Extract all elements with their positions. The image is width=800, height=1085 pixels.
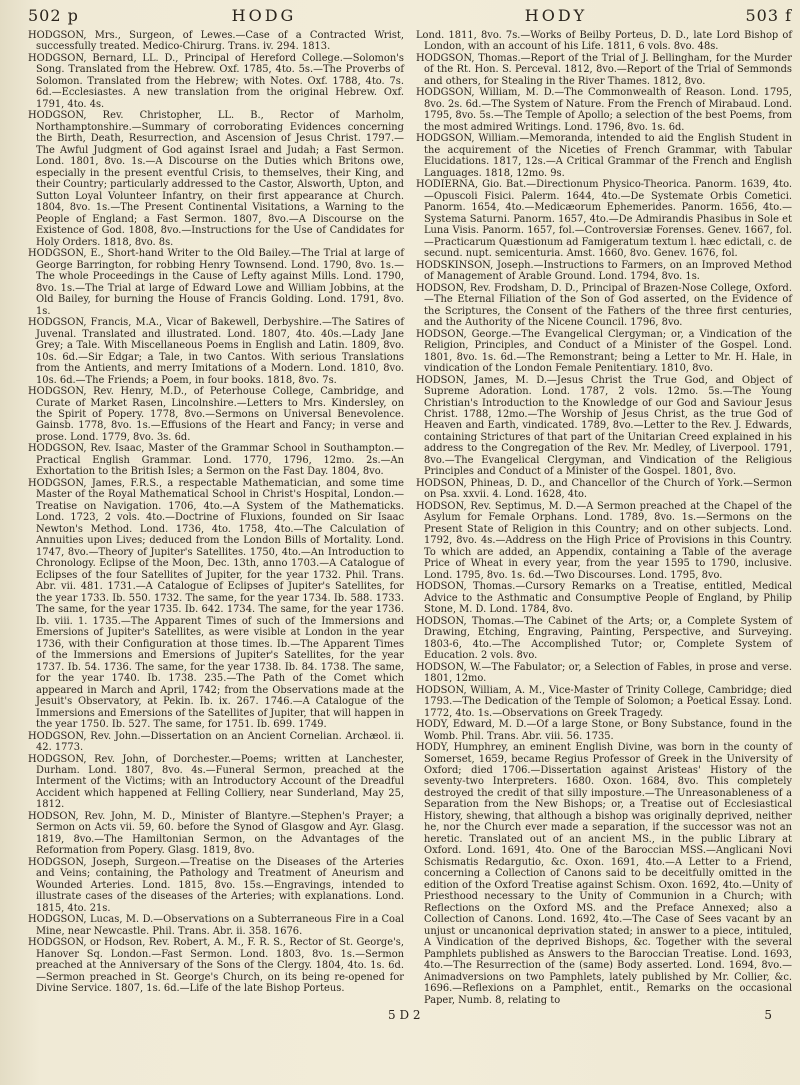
bibliography-entry: HODSON, Thomas.—The Cabinet of the Arts; or, a Complete System of Drawing, Etching, Engraving, Painting, Perspective, and Surveying. 1803-6, 4to.—The Accomplished Tutor; or, Complete System of Education. 2 vols. 8vo. (416, 615, 792, 662)
bibliography-entry: HODSON, William, A. M., Vice-Master of Trinity College, Cambridge; died 1793.—The Dedication of the Temple of Solomon; a Poetical Essay. Lond. 1772, 4to. 1s.—Observations on Greek Tragedy. (416, 684, 792, 719)
bibliography-entry: HODY, Humphrey, an eminent English Divine, was born in the county of Somerset, 1659, became Regius Professor of Greek in the University of Oxford; died 1706.—Dissertation against Aristeas' History of the seventy-two Interpreters. 1680. Oxon. 1684, 8vo. This completely destroyed the credit of that silly imposture.—The Unreasonableness of a Separation from the New Bishops; or, a Treatise out of Ecclesiastical History, shewing, that although a bishop was originally deprived, neither he, nor the Church ever made a separation, if the successor was not an heretic. Translated out of an ancient MS., in the public Library at Oxford. Lond. 1691, 4to. One of the Baroccian MSS.—Anglicani Novi Schismatis Redargutio, &c. Oxon. 1691, 4to.—A Letter to a Friend, concerning a Collection of Canons said to be deceitfully omitted in the edition of the Oxford Treatise against Schism. Oxon. 1692, 4to.—Unity of Priesthood necessary to the Unity of Communion in a Church; with Reflections on the Oxford MS. and the Preface Annexed; also a Collection of Canons. Lond. 1692, 4to.—The Case of Sees vacant by an unjust or uncanonical deprivation stated; in answer to a piece, intituled, A Vindication of the deprived Bishops, &c. Together with the several Pamphlets published as Answers to the Baroccian Treatise. Lond. 1693, 4to.—The Resurrection of the (same) Body asserted. Lond. 1694, 8vo.—Animadversions on two Pamphlets, lately published by Mr. Collier, &c. 1696.—Reflexions on a Pamphlet, entit., Remarks on the occasional Paper, Numb. 8, relating to (416, 742, 792, 1006)
bibliography-entry: HODGSON, Joseph, Surgeon.—Treatise on the Diseases of the Arteries and Veins; containing, the Pathology and Treatment of Aneurism and Wounded Arteries. Lond. 1815, 8vo. 15s.—Engravings, intended to illustrate cases of the diseases of the Arteries; with explanations. Lond. 1815, 4to. 21s. (28, 856, 404, 914)
right-running-word: HODY (524, 6, 588, 25)
bibliography-entry: HODGSON, William, M. D.—The Commonwealth of Reason. Lond. 1795, 8vo. 2s. 6d.—The System of Nature. From the French of Mirabaud. Lond. 1795, 8vo. 5s.—The Temple of Apollo; a selection of the best Poems, from the most admired Writings. Lond. 1796, 8vo. 1s. 6d. (416, 87, 792, 133)
bibliography-entry: HODSON, Thomas.—Cursory Remarks on a Treatise, entitled, Medical Advice to the Asthmatic and Consumptive People of England, by Philip Stone, M. D. Lond. 1784, 8vo. (416, 581, 792, 616)
bibliography-entry: HODGSON, Rev. Christopher, LL. B., Rector of Marholm, Northamptonshire.—Summary of corroborating Evidences concerning the Birth, Death, Resurrection, and Ascension of Jesus Christ. 1797.—The Awful Judgment of God against Israel and Judah; a Fast Sermon. Lond. 1801, 8vo. 1s.—A Discourse on the Duties which Britons owe, especially in the present eventful Crisis, to themselves, their King, and their Country; particularly addressed to the Castor, Alsworth, Upton, and Sutton Loyal Volunteer Infantry, on their first appearance at Church. 1804, 8vo. 1s.—The Present Continental Visitations, a Warning to the People of England; a Fast Sermon. 1807, 8vo.—A Discourse on the Existence of God. 1808, 8vo.—Instructions for the Use of Candidates for Holy Orders. 1818, 8vo. 8s. (28, 110, 404, 248)
bibliography-entry: HODGSON, Rev. Isaac, Master of the Grammar School in Southampton.—Practical English Grammar. Lond. 1770, 1796, 12mo. 2s.—An Exhortation to the British Isles; a Sermon on the Fast Day. 1804, 8vo. (28, 443, 404, 478)
page-footer (28, 1006, 792, 1022)
bibliography-entry: HODY, Edward, M. D.—Of a large Stone, or Bony Substance, found in the Womb. Phil. Trans. Abr. viii. 56. 1735. (416, 719, 792, 742)
bibliography-entry: HODGSON, E., Short-hand Writer to the Old Bailey.—The Trial at large of George Barrington, for robbing Henry Townsend. Lond. 1790, 8vo. 1s.—The whole Proceedings in the Cause of Lefty against Mills. Lond. 1790, 8vo. 1s.—The Trial at large of Edward Lowe and William Jobbins, at the Old Bailey, for burning the House of Francis Golding. Lond. 1791, 8vo. 1s. (28, 248, 404, 317)
bibliography-entry: HODGSON, Rev. John, of Dorchester.—Poems; written at Lanchester, Durham. Lond. 1807, 8vo. 4s.—Funeral Sermon, preached at the Interment of the Victims; with an Introductory Account of the Dreadful Accident which happened at Felling Colliery, near Sunderland, May 25, 1812. (28, 753, 404, 811)
bibliography-entry: HODSON, James, M. D.—Jesus Christ the True God, and Object of Supreme Adoration. Lond. 1787, 2 vols. 12mo. 5s.—The Young Christian's Introduction to the Knowledge of our God and Saviour Jesus Christ. 1788, 12mo.—The Worship of Jesus Christ, as the true God of Heaven and Earth, vindicated. 1789, 8vo.—Letter to the Rev. J. Edwards, containing Strictures of that part of the Unitarian Creed explained in his address to the Congregation of the Rev. Mr. Medley, of Liverpool. 1791, 8vo.—The Evangelical Clergyman, and Vindication of the Religious Principles and Conduct of a Minister of the Gospel. 1801, 8vo. (416, 374, 792, 478)
bibliography-entry: HODSON, W.—The Fabulator; or, a Selection of Fables, in prose and verse. 1801, 12mo. (416, 661, 792, 685)
bibliography-entry: HODGSON, James, F.R.S., a respectable Mathematician, and some time Master of the Royal Mathematical School in Christ's Hospital, London.—Treatise on Navigation. 1706, 4to.—A System of the Mathematicks. Lond. 1723, 2 vols. 4to.—Doctrine of Fluxions, founded on Sir Isaac Newton's Method. Lond. 1736, 4to. 1758, 4to.—The Calculation of Annuities upon Lives; deduced from the London Bills of Mortality. Lond. 1747, 8vo.—Theory of Jupiter's Satellites. 1750, 4to.—An Introduction to Chronology. Eclipse of the Moon, Dec. 13th, anno 1703.—A Catalogue of Eclipses of the four Satellites of Jupiter, for the year 1732. Phil. Trans. Abr. vii. 481. 1731.—A Catalogue of Eclipses of Jupiter's Satellites, for the year 1733. Ib. 550. 1732. The same, for the year 1734. Ib. 588. 1733. The same, for the year 1735. Ib. 642. 1734. The same, for the year 1736. Ib. viii. 1. 1735.—The Apparent Times of such of the Immersions and Emersions of Jupiter's Satellites, as were visible at London in the year 1736, with their Configuration at those times. Ib.—The Apparent Times of the Immersions and Emersions of Jupiter's Satellites, for the year 1737. Ib. 54. 1736. The same, for the year 1738. Ib. 84. 1738. The same, for the year 1740. Ib. 1738. 235.—The Path of the Comet which appeared in March and April, 1742; from the Observations made at the Jesuit's Observatory, at Pekin. Ib. ix. 267. 1746.—A Catalogue of the Immersions and Emersions of the Satellites of Jupiter, that will happen in the year 1750. Ib. 527. The same, for 1751. Ib. 699. 1749. (28, 477, 404, 731)
bibliography-entry: HODGSON, Francis, M.A., Vicar of Bakewell, Derbyshire.—The Satires of Juvenal. Translated and illustrated. Lond. 1807, 4to. 40s.—Lady Jane Grey; a Tale. With Miscellaneous Poems in English and Latin. 1809, 8vo. 10s. 6d.—Sir Edgar; a Tale, in two Cantos. With serious Translations from the Antients, and merry Imitations of a Modern. Lond. 1810, 8vo. 10s. 6d.—The Friends; a Poem, in four books. 1818, 8vo. 7s. (28, 317, 404, 386)
bibliography-entry: HODSON, George.—The Evangelical Clergyman; or, a Vindication of the Religion, Principles, and Conduct of a Minister of the Gospel. Lond. 1801, 8vo. 1s. 6d.—The Remonstrant; being a Letter to Mr. H. Hale, in vindication of the London Female Penitentiary. 1810, 8vo. (416, 328, 792, 375)
left-running-word: HODG (231, 6, 297, 25)
bibliography-entry: HODGSON, or Hodson, Rev. Robert, A. M., F. R. S., Rector of St. George's, Hanover Sq. London.—Fast Sermon. Lond. 1803, 8vo. 1s.—Sermon preached at the Anniversary of the Sons of the Clergy. 1804, 4to. 1s. 6d.—Sermon preached in St. George's Church, on its being re-opened for Divine Service. 1807, 1s. 6d.—Life of the late Bishop Porteus. (28, 937, 404, 995)
bibliography-entry: HODSKINSON, Joseph.—Instructions to Farmers, on an Improved Method of Management of Arable Ground. Lond. 1794, 8vo. 1s. (416, 259, 792, 283)
running-header (28, 6, 792, 30)
bibliography-entry: HODSON, Rev. Septimus, M. D.—A Sermon preached at the Chapel of the Asylum for Female Orphans. Lond. 1789, 8vo. 1s.—Sermons on the Present State of Religion in this Country; and on other subjects. Lond. 1792, 8vo. 4s.—Address on the High Price of Provisions in this Country. To which are added, an Appendix, containing a Table of the average Price of Wheat in every year, from the year 1595 to 1790, inclusive. Lond. 1795, 8vo. 1s. 6d.—Two Discourses. Lond. 1795, 8vo. (416, 500, 792, 581)
bibliography-entry: HODGSON, Bernard, LL. D., Principal of Hereford College.—Solomon's Song. Translated from the Hebrew. Oxf. 1785, 4to. 5s.—The Proverbs of Solomon. Translated from the Hebrew; with Notes. Oxf. 1788, 4to. 7s. 6d.—Ecclesiastes. A new translation from the original Hebrew. Oxf. 1791, 4to. 4s. (28, 52, 404, 110)
right-page-number: 503 f (745, 6, 792, 25)
left-column (28, 30, 404, 1006)
two-column-text (28, 30, 792, 1006)
bibliography-entry: HODIERNA, Gio. Bat.—Directionum Physico-Theorica. Panorm. 1639, 4to.—Opuscoli Fisici. Palerm. 1644, 4to.—De Systemate Orbis Cometici. Panorm. 1654, 4to.—Medicæorum Ephemerides. Panorm. 1656, 4to.—Systema Saturni. Panorm. 1657, 4to.—De Admirandis Phasibus in Sole et Luna Visis. Panorm. 1657, fol.—Controversiæ Forenses. Genev. 1667, fol.—Practicarum Quæstionum ad Famigeratum textum l. hæc edictali, c. de secund. nupt. semicenturia. Amst. 1660, 8vo. Genev. 1676, fol. (416, 179, 792, 260)
bibliography-entry: HODGSON, Lucas, M. D.—Observations on a Subterraneous Fire in a Coal Mine, near Newcastle. Phil. Trans. Abr. ii. 358. 1676. (28, 914, 404, 937)
bibliography-entry: HODSON, Rev. Frodsham, D. D., Principal of Brazen-Nose College, Oxford.—The Eternal Filiation of the Son of God asserted, on the Evidence of the Scriptures, the Consent of the Fathers of the three first centuries, and the Authority of the Nicene Council. 1796, 8vo. (416, 282, 792, 329)
bibliography-entry: HODGSON, Thomas.—Report of the Trial of J. Bellingham, for the Murder of the Rt. Hon. S. Perceval. 1812, 8vo.—Report of the Trial of Semmonds and others, for Stealing in the River Thames. 1812, 8vo. (416, 52, 792, 87)
bibliography-entry: HODSON, Phineas, D. D., and Chancellor of the Church of York.—Sermon on Psa. xxvii. 4. Lond. 1628, 4to. (416, 477, 792, 501)
bibliography-entry: Lond. 1811, 8vo. 7s.—Works of Beilby Porteus, D. D., late Lord Bishop of London, with an account of his Life. 1811, 6 vols. 8vo. 48s. (416, 30, 792, 53)
left-page-number: 502 p (28, 6, 79, 25)
bibliography-entry: HODGSON, Rev. Henry, M.D., of Peterhouse College, Cambridge, and Curate of Market Rasen, Lincolnshire.—Letters to Mrs. Kindersley, on the Spirit of Popery. 1778, 8vo.—Sermons on Universal Benevolence. Gainsb. 1778, 8vo. 1s.—Effusions of the Heart and Fancy; in verse and prose. Lond. 1779, 8vo. 3s. 6d. (28, 386, 404, 443)
bibliography-entry: HODGSON, Mrs., Surgeon, of Lewes.—Case of a Contracted Wrist, successfully treated. Medico-Chirurg. Trans. iv. 294. 1813. (28, 30, 404, 53)
catchword: 5 (764, 1008, 772, 1023)
right-column (416, 30, 792, 1006)
bibliography-entry: HODSON, Rev. John, M. D., Minister of Blantyre.—Stephen's Prayer; a Sermon on Acts vii. 59, 60. before the Synod of Glasgow and Ayr. Glasg. 1819, 8vo.—The Hamiltonian Sermon, on the Advantages of the Reformation from Popery. Glasg. 1819, 8vo. (28, 810, 404, 857)
bibliography-entry: HODGSON, Rev. John.—Dissertation on an Ancient Cornelian. Archæol. ii. 42. 1773. (28, 730, 404, 754)
signature-mark: 5 D 2 (388, 1008, 421, 1023)
bibliography-entry: HODGSON, William.—Memoranda, intended to aid the English Student in the acquirement of the Niceties of French Grammar, with Tabular Elucidations. 1817, 12s.—A Critical Grammar of the French and English Languages. 1818, 12mo. 9s. (416, 133, 792, 179)
